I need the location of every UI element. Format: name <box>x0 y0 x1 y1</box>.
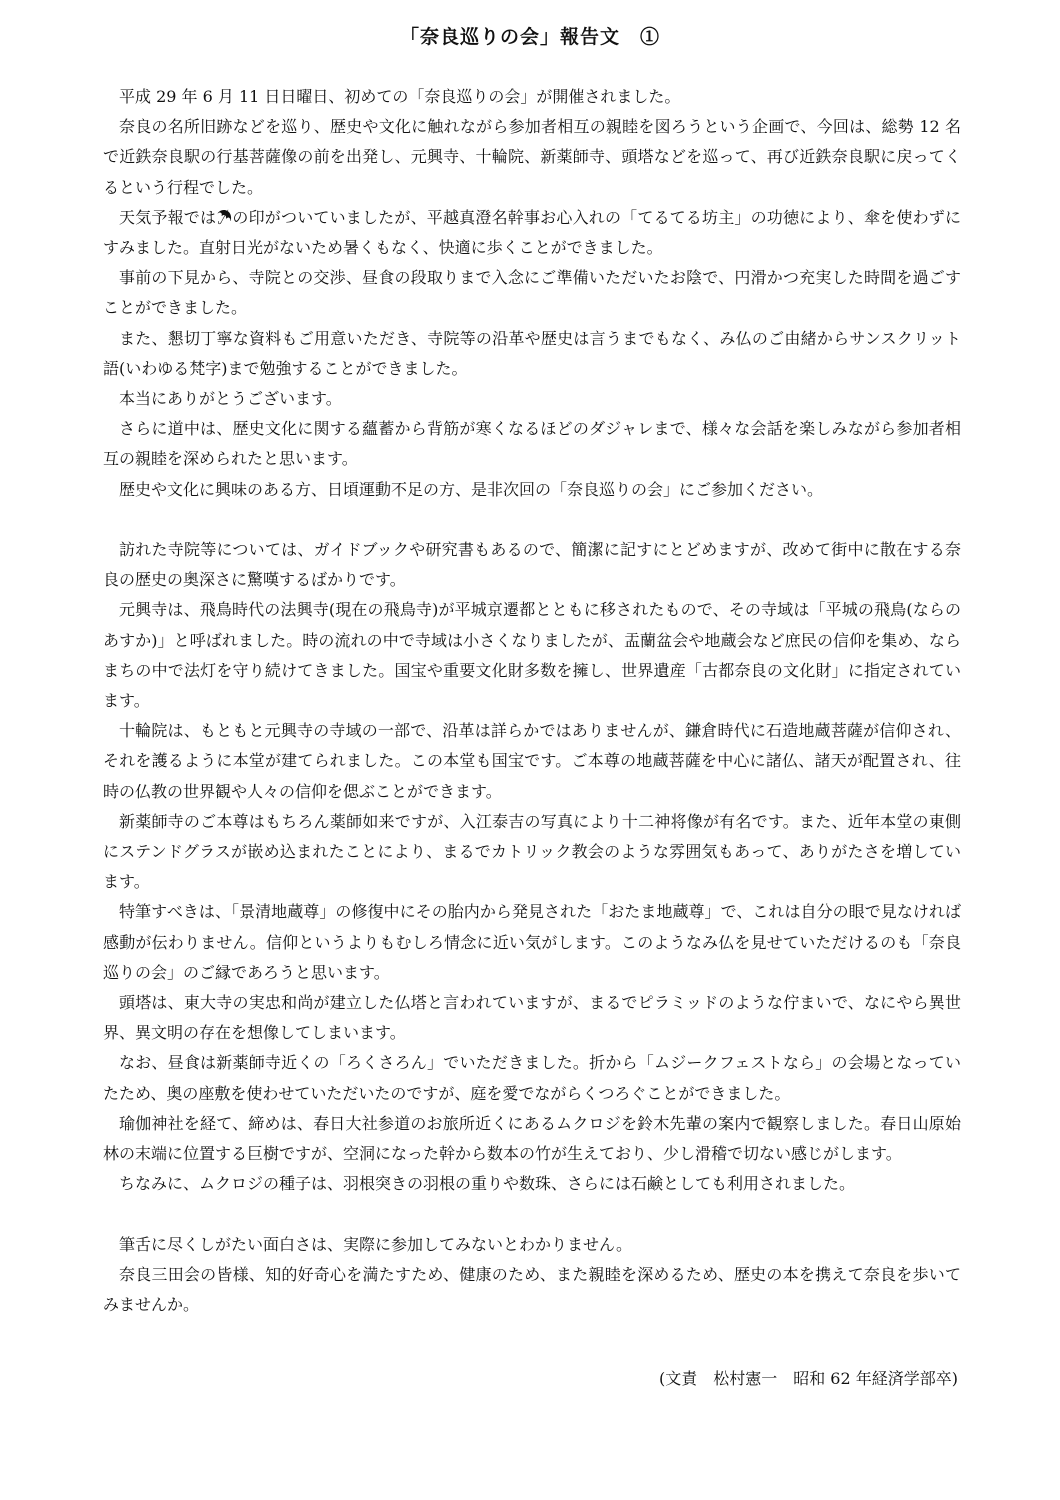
section-closing <box>103 1230 961 1321</box>
paragraph: ちなみに、ムクロジの種子は、羽根突きの羽根の重りや数珠、さらには石鹸としても利用されました。 <box>119 1174 856 1194</box>
paragraph: 十輪院は、もともと元興寺の寺域の一部で、沿革は詳らかではありませんが、鎌倉時代に石造地蔵菩薩が信仰され、それを護るように本堂が建てられました。この本堂も国宝です。ご本尊の地蔵菩薩を中心に諸仏、諸天が配置され、往時の仏教の世界観や人々の信仰を偲ぶことができます。 <box>103 721 961 801</box>
page-title: 「奈良巡りの会」報告文 ① <box>399 26 660 48</box>
section-temples <box>103 535 961 1199</box>
paragraph: なお、昼食は新薬師寺近くの「ろくさろん」でいただきました。折から「ムジークフェストなら」の会場となっていたため、奥の座敷を使わせていただいたのですが、庭を愛でながらくつろぐことができました。 <box>103 1053 961 1103</box>
section-event-summary <box>103 82 961 505</box>
paragraph: 平成 29 年 6 月 11 日日曜日、初めての「奈良巡りの会」が開催されました。 <box>119 87 681 106</box>
paragraph: 瑜伽神社を経て、締めは、春日大社参道のお旅所近くにあるムクロジを鈴木先輩の案内で観察しました。春日山原始林の末端に位置する巨樹ですが、空洞になった幹から数本の竹が生えており、少し滑稽で切ない感じがします。 <box>103 1113 961 1164</box>
paragraph: 筆舌に尽くしがたい面白さは、実際に参加してみないとわかりません。 <box>119 1234 632 1254</box>
paragraph: 本当にありがとうございます。 <box>119 389 342 409</box>
paragraph: 天気予報では☂の印がついていましたが、平越真澄名幹事お心入れの「てるてる坊主」の功徳により、傘を使わずにすみました。直射日光がないため暑くもなく、快適に歩くことができました。 <box>103 207 961 258</box>
paragraph: 元興寺は、飛鳥時代の法興寺(現在の飛鳥寺)が平城京遷都とともに移されたもので、その寺域は「平城の飛鳥(ならのあすか)」と呼ばれました。時の流れの中で寺域は小さくなりましたが、盂蘭盆会や地蔵会など庶民の信仰を集め、ならまちの中で法灯を守り続けてきました。国宝や重要文化財多数を擁し、世界遺産「古都奈良の文化財」に指定されています。 <box>103 600 961 711</box>
paragraph: 訪れた寺院等については、ガイドブックや研究書もあるので、簡潔に記すにとどめますが、改めて街中に散在する奈良の歴史の奥深さに驚嘆するばかりです。 <box>103 540 961 590</box>
paragraph: 頭塔は、東大寺の実忠和尚が建立した仏塔と言われていますが、まるでピラミッドのような佇まいで、なにやら異世界、異文明の存在を想像してしまいます。 <box>103 993 961 1043</box>
document-body <box>103 82 961 1320</box>
paragraph: 奈良三田会の皆様、知的好奇心を満たすため、健康のため、また親睦を深めるため、歴史の本を携えて奈良を歩いてみませんか。 <box>103 1264 961 1315</box>
paragraph: さらに道中は、歴史文化に関する蘊蓄から背筋が寒くなるほどのダジャレまで、様々な会話を楽しみながら参加者相互の親睦を深められたと思います。 <box>103 419 961 469</box>
paragraph: 奈良の名所旧跡などを巡り、歴史や文化に触れながら参加者相互の親睦を図ろうという企画で、今回は、総勢 12 名で近鉄奈良駅の行基菩薩像の前を出発し、元興寺、十輪院、新薬師寺、頭塔などを巡って、再び近鉄奈良駅に戻ってくるという行程でした。 <box>103 117 961 197</box>
paragraph-spacer <box>103 1200 961 1230</box>
paragraph: また、懇切丁寧な資料もご用意いただき、寺院等の沿革や歴史は言うまでもなく、み仏のご由緒からサンスクリット語(いわゆる梵字)まで勉強することができました。 <box>103 328 961 378</box>
paragraph: 新薬師寺のご本尊はもちろん薬師如来ですが、入江泰吉の写真により十二神将像が有名です。また、近年本堂の東側にステンドグラスが嵌め込まれたことにより、まるでカトリック教会のような雰囲気もあって、ありがたさを増しています。 <box>103 811 961 892</box>
paragraph: 事前の下見から、寺院との交渉、昼食の段取りまで入念にご準備いただいたお陰で、円滑かつ充実した時間を過ごすことができました。 <box>103 268 961 318</box>
paragraph-spacer <box>103 505 961 535</box>
author-signature: (文責 松村憲一 昭和 62 年経済学部卒) <box>658 1369 958 1388</box>
paragraph: 歴史や文化に興味のある方、日頃運動不足の方、是非次回の「奈良巡りの会」にご参加ください。 <box>119 479 824 499</box>
paragraph: 特筆すべきは、「景清地蔵尊」の修復中にその胎内から発見された「おたま地蔵尊」で、これは自分の眼で見なければ感動が伝わりません。信仰というよりもむしろ情念に近い気がします。このようなみ仏を見せていただけるのも「奈良巡りの会」のご縁であろうと思います。 <box>103 902 961 982</box>
